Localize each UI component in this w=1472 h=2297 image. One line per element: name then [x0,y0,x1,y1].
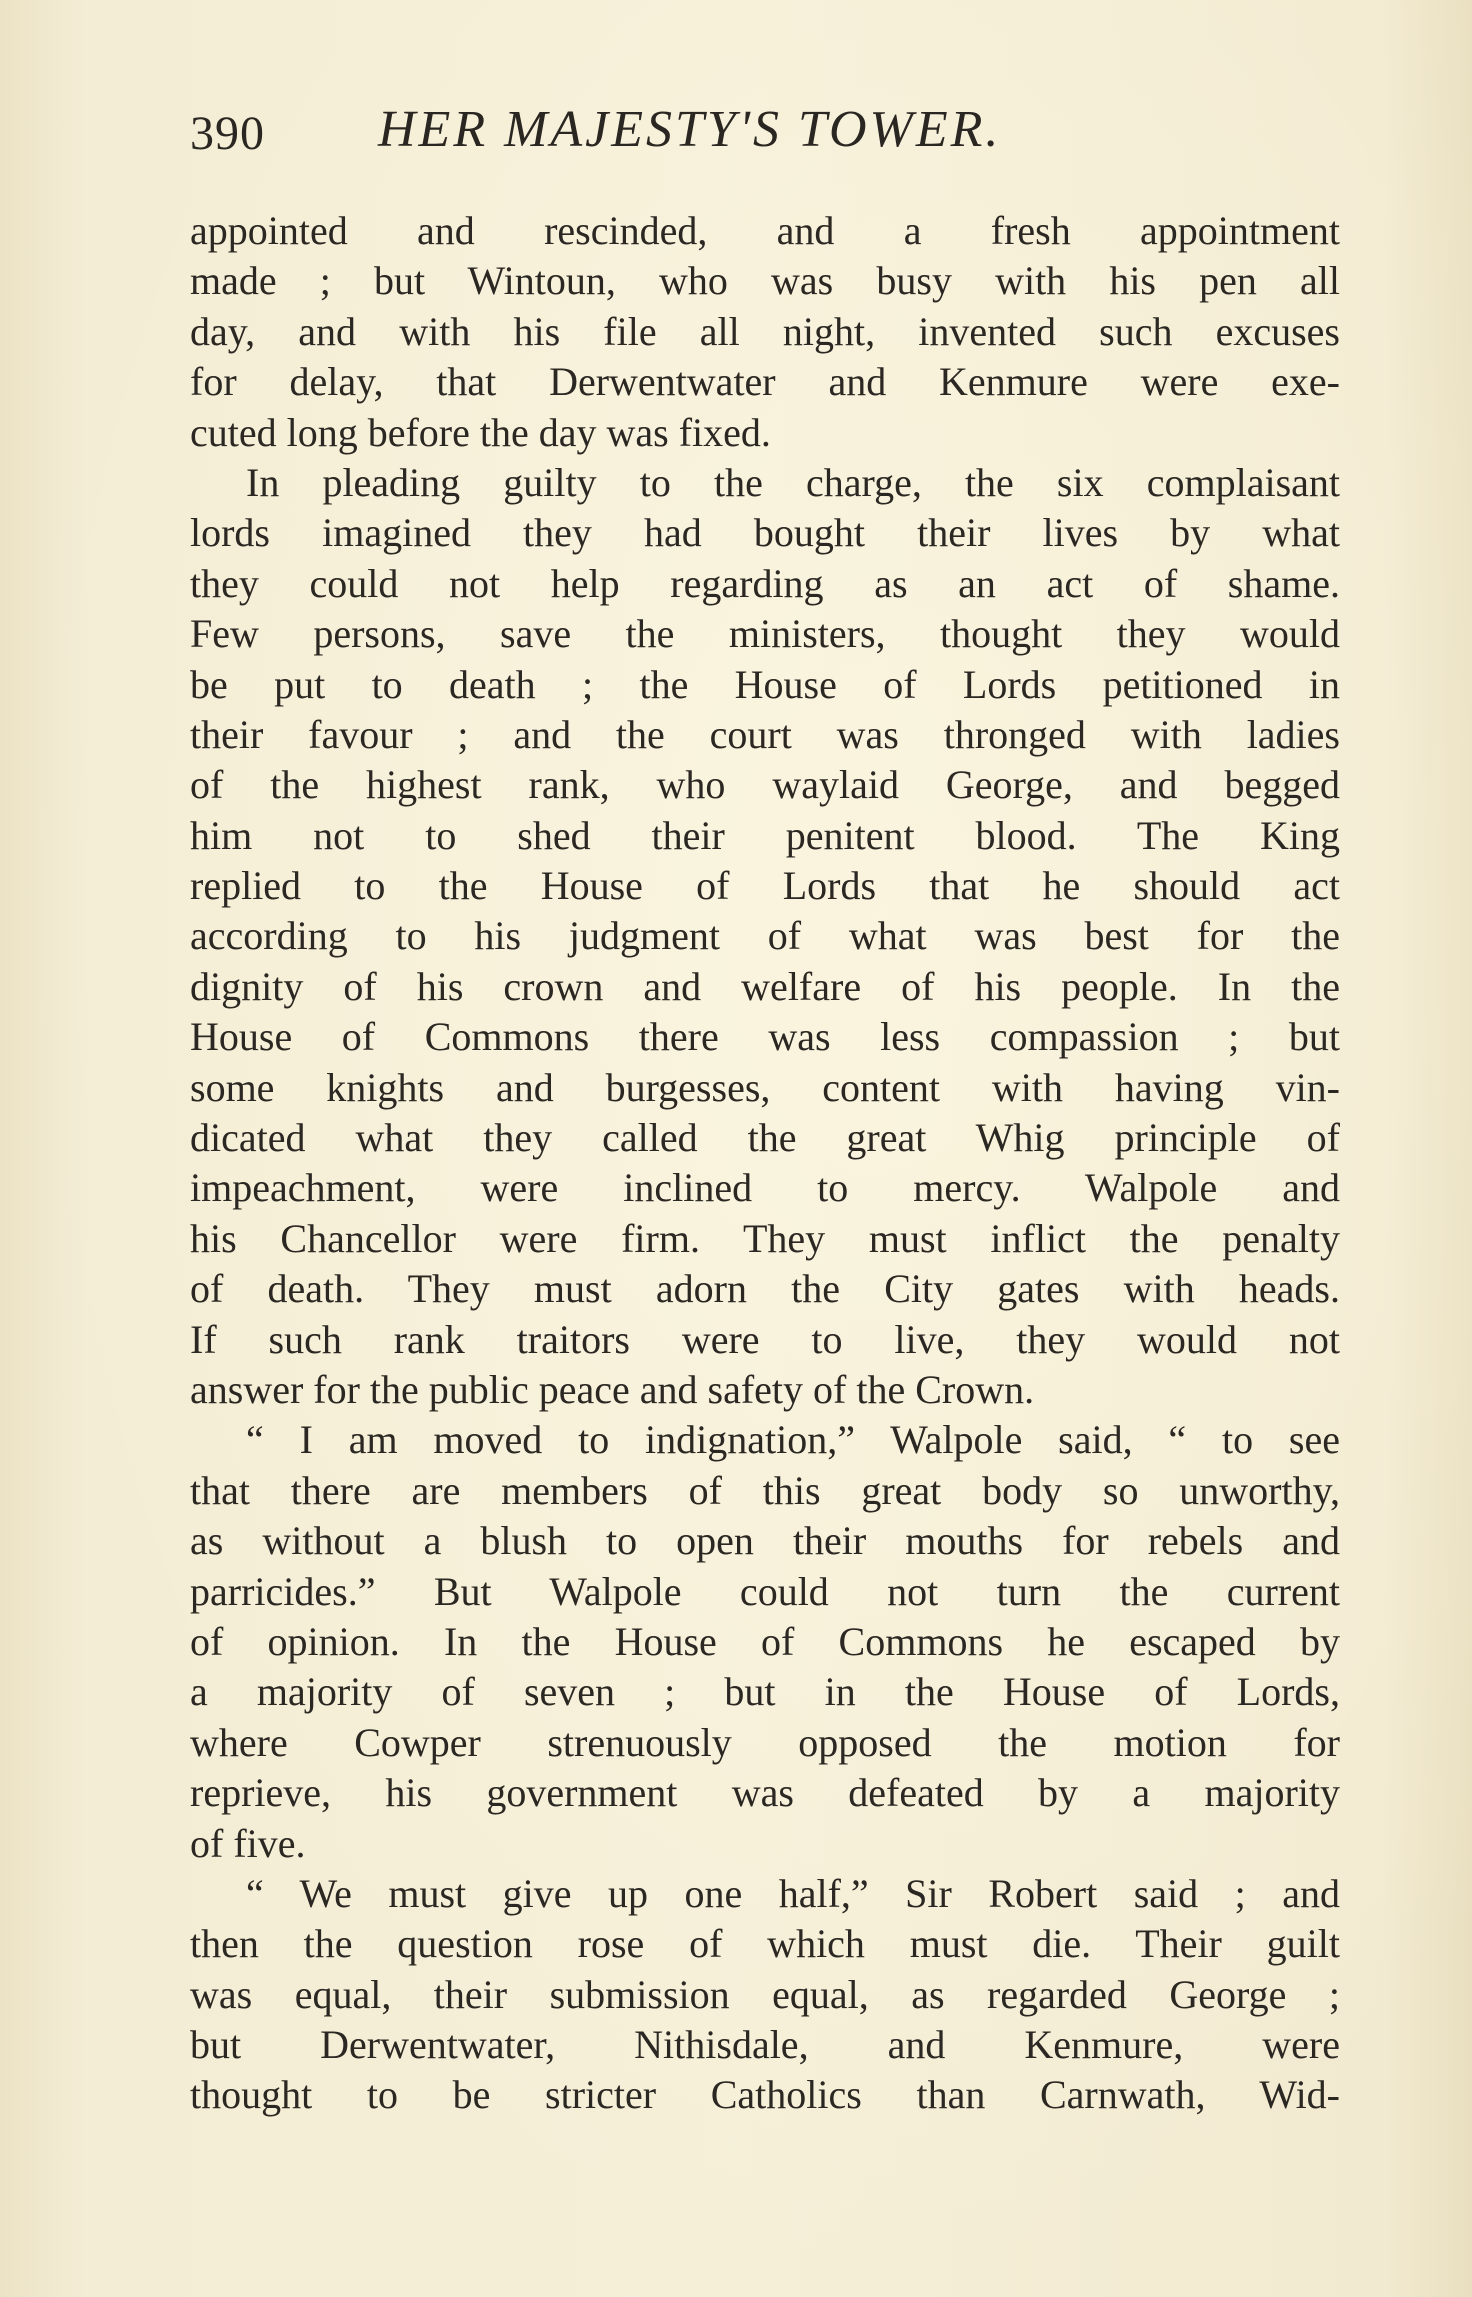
text-line: was equal, their submission equal, as regarded George ; [190,1971,1340,2017]
text-line: that there are members of this great body so unworthy, [190,1467,1340,1513]
text-line: thought to be stricter Catholics than Carnwath, Wid- [190,2072,1340,2118]
text-line: impeachment, were inclined to mercy. Walpole and [190,1165,1340,1211]
text-line: but Derwentwater, Nithisdale, and Kenmure, were [190,2022,1340,2068]
text-line: appointed and rescinded, and a fresh appointment [190,208,1340,253]
text-line: be put to death ; the House of Lords petitioned in [190,661,1340,707]
text-line: of five. [190,1820,306,1866]
text-line: made ; but Wintoun, who was busy with his pen all [190,258,1340,304]
text-line: of the highest rank, who waylaid George, and begged [190,762,1340,808]
text-line: dignity of his crown and welfare of his people. In the [190,963,1340,1009]
text-line: lords imagined they had bought their lives by what [190,510,1340,556]
page-number: 390 [190,107,265,160]
text-line: a majority of seven ; but in the House of Lords, [190,1669,1340,1715]
body-text [190,206,1340,2121]
text-line: him not to shed their penitent blood. The King [190,812,1340,858]
text-line: of death. They must adorn the City gates with heads. [190,1266,1340,1312]
text-line: day, and with his file all night, invented such excuses [190,308,1340,354]
text-line: House of Commons there was less compassion ; but [190,1014,1340,1060]
text-line: dicated what they called the great Whig principle of [190,1115,1340,1161]
text-line: In pleading guilty to the charge, the six complaisant [246,459,1340,505]
text-line: their favour ; and the court was thronged with ladies [190,711,1340,757]
text-line: reprieve, his government was defeated by a majority [190,1770,1340,1816]
text-line: some knights and burgesses, content with having vin- [190,1064,1340,1110]
text-line: where Cowper strenuously opposed the motion for [190,1719,1340,1765]
text-line: his Chancellor were firm. They must inflict the penalty [190,1215,1340,1261]
page-header [190,100,1340,180]
text-line: If such rank traitors were to live, they would not [190,1316,1340,1362]
text-line: “ We must give up one half,” Sir Robert said ; and [246,1870,1340,1916]
text-line: they could not help regarding as an act of shame. [190,560,1340,606]
text-line: for delay, that Derwentwater and Kenmure were exe- [190,359,1340,405]
text-line: according to his judgment of what was best for the [190,913,1340,959]
text-line: replied to the House of Lords that he should act [190,863,1340,909]
text-line: then the question rose of which must die. Their guilt [190,1921,1340,1967]
text-line: as without a blush to open their mouths for rebels and [190,1518,1340,1564]
running-title: HER MAJESTY'S TOWER. [378,101,1002,158]
text-line: cuted long before the day was fixed. [190,409,771,455]
text-line: parricides.” But Walpole could not turn the current [190,1568,1340,1614]
text-line: Few persons, save the ministers, thought they would [190,611,1340,657]
text-line: answer for the public peace and safety of the Crown. [190,1366,1035,1412]
text-line: of opinion. In the House of Commons he escaped by [190,1618,1340,1664]
text-line: “ I am moved to indignation,” Walpole said, “ to see [246,1417,1340,1463]
